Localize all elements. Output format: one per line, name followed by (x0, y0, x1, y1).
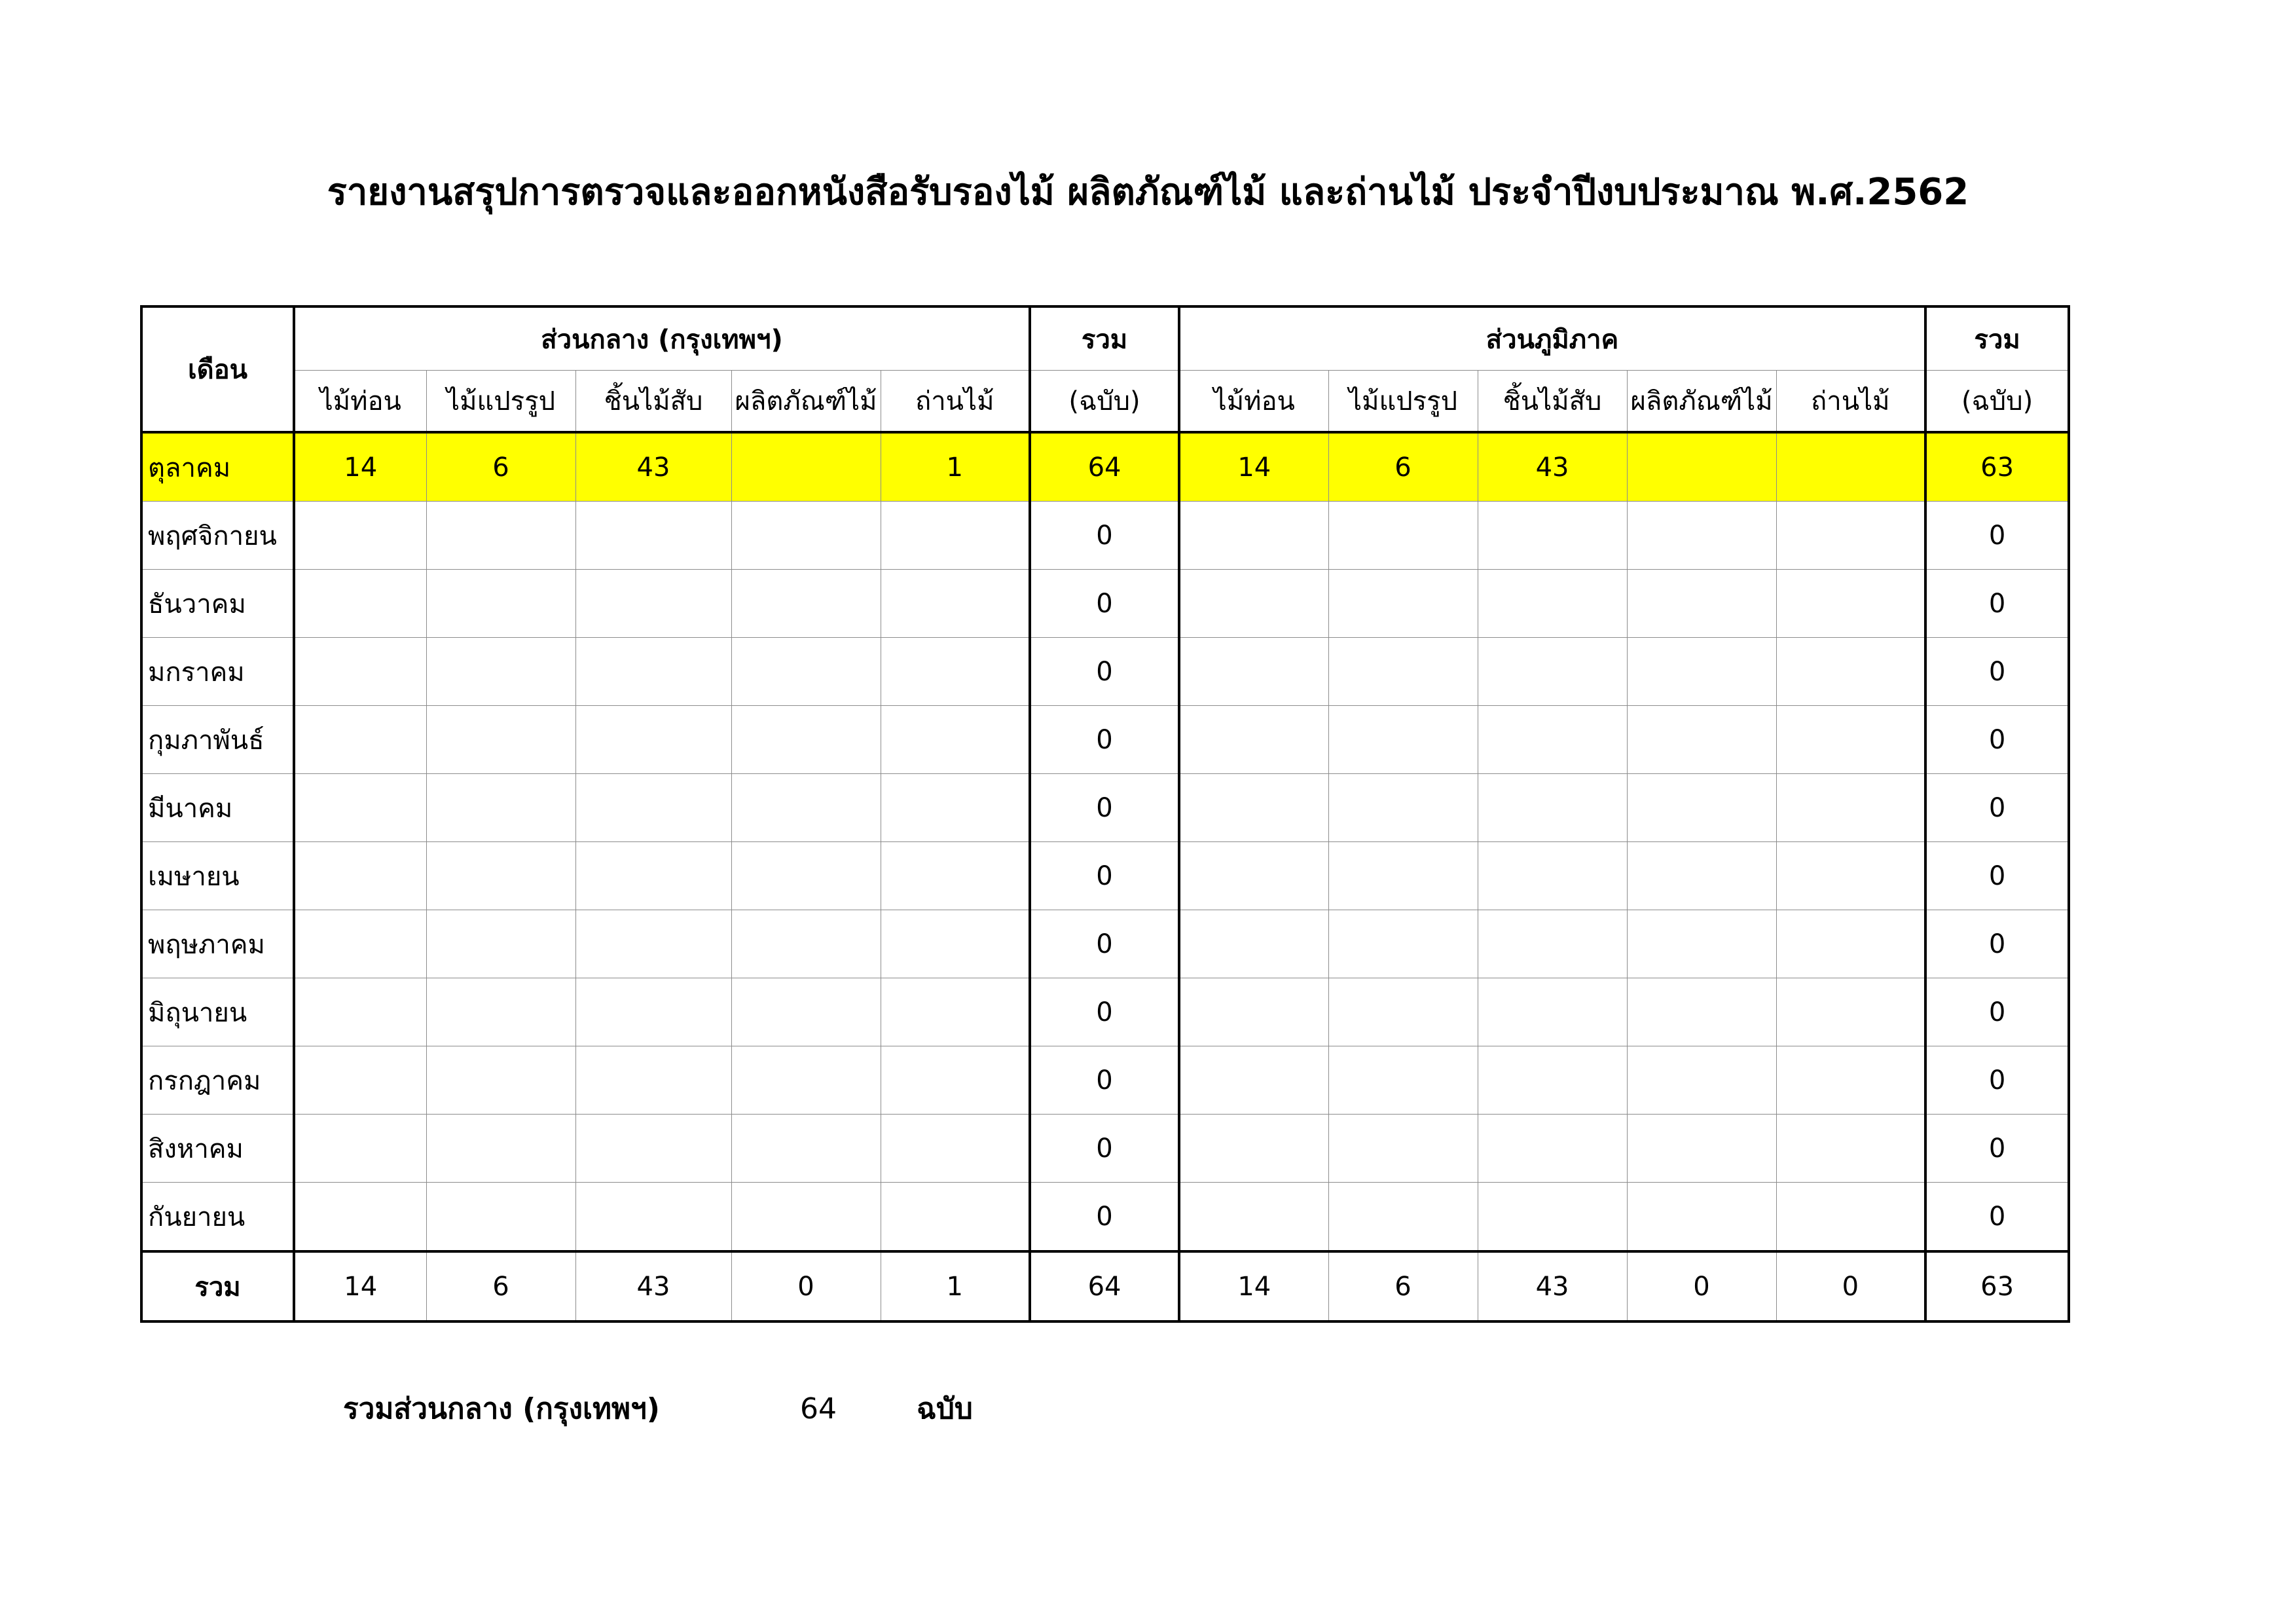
central-value-cell (881, 502, 1030, 570)
table-row (141, 432, 2069, 502)
regional-value-cell (1179, 1046, 1328, 1115)
central-value-cell (426, 502, 575, 570)
central-value-cell (294, 1115, 426, 1183)
central-value-cell (881, 1183, 1030, 1252)
central-value-cell: 1 (881, 432, 1030, 502)
report-title: รายงานสรุปการตรวจและออกหนังสือรับรองไม้ ผลิตภัณฑ์ไม้ และถ่านไม้ ประจำปีงบประมาณ พ.ศ.2562 (327, 171, 1969, 213)
regional-total-cell: 63 (1925, 1251, 2069, 1321)
central-total-header: รวม (1030, 306, 1179, 371)
central-total-cell: 0 (1030, 1183, 1179, 1252)
central-header: ส่วนกลาง (กรุงเทพฯ) (294, 306, 1030, 371)
regional-value-cell (1478, 706, 1627, 774)
central-total-cell: 0 (1030, 1046, 1179, 1115)
table-row (141, 910, 2069, 978)
regional-value-cell (1478, 1115, 1627, 1183)
total-row (141, 1251, 2069, 1321)
regional-value-cell: 43 (1478, 1251, 1627, 1321)
regional-value-cell: 14 (1179, 1251, 1328, 1321)
central-value-cell (575, 774, 731, 842)
regional-value-cell (1478, 1183, 1627, 1252)
central-value-cell (731, 638, 881, 706)
regional-total-cell: 0 (1925, 842, 2069, 910)
regional-total-cell: 0 (1925, 1046, 2069, 1115)
regional-value-cell (1627, 978, 1776, 1046)
table-row (141, 774, 2069, 842)
month-cell: กุมภาพันธ์ (141, 706, 294, 774)
regional-value-cell (1328, 706, 1478, 774)
central-value-cell (575, 638, 731, 706)
regional-value-cell (1478, 638, 1627, 706)
month-cell: เมษายน (141, 842, 294, 910)
regional-value-cell (1627, 1183, 1776, 1252)
central-col-chips: ชิ้นไม้สับ (575, 371, 731, 433)
regional-value-cell (1478, 842, 1627, 910)
regional-value-cell (1478, 978, 1627, 1046)
central-total-cell: 0 (1030, 910, 1179, 978)
central-value-cell (575, 1183, 731, 1252)
regional-value-cell (1627, 502, 1776, 570)
central-value-cell (426, 978, 575, 1046)
central-total-cell: 0 (1030, 570, 1179, 638)
regional-value-cell (1478, 502, 1627, 570)
central-value-cell (575, 1115, 731, 1183)
regional-value-cell (1328, 910, 1478, 978)
central-col-logs: ไม้ท่อน (294, 371, 426, 433)
central-total-cell: 0 (1030, 502, 1179, 570)
month-header: เดือน (141, 306, 294, 432)
month-cell: พฤษภาคม (141, 910, 294, 978)
regional-value-cell (1328, 774, 1478, 842)
central-value-cell (575, 842, 731, 910)
regional-value-cell (1776, 706, 1925, 774)
central-value-cell (294, 1183, 426, 1252)
central-value-cell: 43 (575, 1251, 731, 1321)
central-value-cell (881, 910, 1030, 978)
central-value-cell (294, 502, 426, 570)
regional-value-cell (1179, 706, 1328, 774)
regional-value-cell (1776, 570, 1925, 638)
regional-value-cell (1627, 706, 1776, 774)
central-value-cell (881, 638, 1030, 706)
central-value-cell (426, 706, 575, 774)
central-value-cell (731, 570, 881, 638)
central-value-cell (575, 570, 731, 638)
central-value-cell (294, 774, 426, 842)
central-total-cell: 0 (1030, 978, 1179, 1046)
regional-col-charcoal: ถ่านไม้ (1776, 371, 1925, 433)
regional-value-cell (1776, 978, 1925, 1046)
regional-value-cell (1776, 502, 1925, 570)
regional-col-lumber: ไม้แปรรูป (1328, 371, 1478, 433)
central-total-cell: 0 (1030, 842, 1179, 910)
regional-value-cell (1179, 978, 1328, 1046)
regional-value-cell (1478, 774, 1627, 842)
central-value-cell (426, 570, 575, 638)
regional-value-cell (1179, 842, 1328, 910)
central-value-cell (426, 774, 575, 842)
central-value-cell (731, 774, 881, 842)
table-row (141, 570, 2069, 638)
regional-col-chips: ชิ้นไม้สับ (1478, 371, 1627, 433)
regional-value-cell (1627, 1046, 1776, 1115)
regional-value-cell: 14 (1179, 432, 1328, 502)
central-value-cell (575, 502, 731, 570)
central-value-cell (294, 910, 426, 978)
central-value-cell: 6 (426, 1251, 575, 1321)
regional-total-cell: 0 (1925, 1183, 2069, 1252)
regional-value-cell (1179, 910, 1328, 978)
central-value-cell (575, 1046, 731, 1115)
regional-col-products: ผลิตภัณฑ์ไม้ (1627, 371, 1776, 433)
summary-unit: ฉบับ (917, 1392, 973, 1426)
regional-total-cell: 0 (1925, 910, 2069, 978)
regional-value-cell: 6 (1328, 432, 1478, 502)
regional-value-cell (1627, 774, 1776, 842)
central-value-cell (881, 1115, 1030, 1183)
central-value-cell (731, 978, 881, 1046)
regional-value-cell: 43 (1478, 432, 1627, 502)
regional-total-cell: 0 (1925, 570, 2069, 638)
regional-total-cell: 0 (1925, 1115, 2069, 1183)
regional-value-cell (1776, 1183, 1925, 1252)
central-value-cell (575, 706, 731, 774)
central-value-cell (731, 432, 881, 502)
central-value-cell: 0 (731, 1251, 881, 1321)
central-value-cell (731, 910, 881, 978)
central-value-cell (731, 1115, 881, 1183)
central-value-cell (731, 706, 881, 774)
regional-value-cell (1179, 1115, 1328, 1183)
summary-label: รวมส่วนกลาง (กรุงเทพฯ) (343, 1392, 660, 1426)
regional-col-logs: ไม้ท่อน (1179, 371, 1328, 433)
regional-value-cell (1627, 432, 1776, 502)
regional-value-cell (1776, 774, 1925, 842)
table-row (141, 978, 2069, 1046)
regional-value-cell (1179, 1183, 1328, 1252)
regional-value-cell (1478, 570, 1627, 638)
regional-header: ส่วนภูมิภาค (1179, 306, 1925, 371)
central-value-cell (426, 1115, 575, 1183)
central-value-cell (881, 774, 1030, 842)
regional-value-cell (1776, 638, 1925, 706)
central-total-cell: 0 (1030, 638, 1179, 706)
table-body (141, 432, 2069, 1321)
table-row (141, 1115, 2069, 1183)
regional-total-cell: 63 (1925, 432, 2069, 502)
central-value-cell (426, 638, 575, 706)
regional-value-cell (1776, 1046, 1925, 1115)
central-total-cell: 0 (1030, 774, 1179, 842)
central-total-cell: 0 (1030, 1115, 1179, 1183)
regional-total-subheader: (ฉบับ) (1925, 371, 2069, 433)
regional-value-cell (1328, 502, 1478, 570)
month-cell: สิงหาคม (141, 1115, 294, 1183)
central-value-cell (881, 1046, 1030, 1115)
central-total-cell: 0 (1030, 706, 1179, 774)
central-total-subheader: (ฉบับ) (1030, 371, 1179, 433)
central-total-cell: 64 (1030, 1251, 1179, 1321)
central-value-cell (426, 842, 575, 910)
central-value-cell (575, 910, 731, 978)
central-value-cell (294, 570, 426, 638)
table-row (141, 842, 2069, 910)
regional-value-cell (1776, 1115, 1925, 1183)
regional-value-cell (1328, 638, 1478, 706)
central-value-cell (294, 638, 426, 706)
regional-total-cell: 0 (1925, 638, 2069, 706)
central-value-cell (294, 978, 426, 1046)
central-value-cell (294, 842, 426, 910)
central-value-cell (731, 1046, 881, 1115)
report-table (140, 305, 2070, 1323)
regional-value-cell (1179, 502, 1328, 570)
central-value-cell (426, 910, 575, 978)
central-value-cell: 43 (575, 432, 731, 502)
month-cell: ธันวาคม (141, 570, 294, 638)
central-value-cell (731, 1183, 881, 1252)
regional-value-cell (1776, 432, 1925, 502)
regional-value-cell (1179, 638, 1328, 706)
month-cell: มีนาคม (141, 774, 294, 842)
central-value-cell (731, 842, 881, 910)
regional-value-cell (1179, 774, 1328, 842)
regional-value-cell (1328, 1046, 1478, 1115)
central-value-cell (881, 978, 1030, 1046)
central-value-cell (881, 570, 1030, 638)
central-col-products: ผลิตภัณฑ์ไม้ (731, 371, 881, 433)
table-row (141, 1183, 2069, 1252)
central-value-cell (294, 1046, 426, 1115)
central-col-lumber: ไม้แปรรูป (426, 371, 575, 433)
regional-value-cell (1179, 570, 1328, 638)
month-cell: พฤศจิกายน (141, 502, 294, 570)
central-value-cell (575, 978, 731, 1046)
regional-value-cell (1328, 1183, 1478, 1252)
central-value-cell: 14 (294, 1251, 426, 1321)
table-row (141, 706, 2069, 774)
table-row (141, 1046, 2069, 1115)
central-value-cell (881, 706, 1030, 774)
month-cell: กันยายน (141, 1183, 294, 1252)
regional-value-cell (1328, 842, 1478, 910)
regional-total-header: รวม (1925, 306, 2069, 371)
regional-value-cell (1627, 638, 1776, 706)
regional-value-cell (1627, 570, 1776, 638)
regional-value-cell (1478, 910, 1627, 978)
regional-total-cell: 0 (1925, 774, 2069, 842)
regional-value-cell (1478, 1046, 1627, 1115)
month-cell: มิถุนายน (141, 978, 294, 1046)
regional-value-cell (1328, 1115, 1478, 1183)
central-value-cell (426, 1183, 575, 1252)
summary-value: 64 (800, 1392, 837, 1426)
regional-value-cell (1776, 910, 1925, 978)
month-cell: กรกฎาคม (141, 1046, 294, 1115)
table-row (141, 502, 2069, 570)
central-total-cell: 64 (1030, 432, 1179, 502)
central-value-cell (294, 706, 426, 774)
regional-value-cell (1328, 978, 1478, 1046)
regional-value-cell (1627, 910, 1776, 978)
central-col-charcoal: ถ่านไม้ (881, 371, 1030, 433)
regional-value-cell (1776, 842, 1925, 910)
month-cell: ตุลาคม (141, 432, 294, 502)
regional-value-cell: 0 (1776, 1251, 1925, 1321)
central-value-cell: 6 (426, 432, 575, 502)
central-value-cell (731, 502, 881, 570)
regional-value-cell (1328, 570, 1478, 638)
central-value-cell (881, 842, 1030, 910)
regional-value-cell: 0 (1627, 1251, 1776, 1321)
regional-value-cell: 6 (1328, 1251, 1478, 1321)
month-cell: มกราคม (141, 638, 294, 706)
table-row (141, 638, 2069, 706)
total-label: รวม (141, 1251, 294, 1321)
central-value-cell: 1 (881, 1251, 1030, 1321)
central-value-cell: 14 (294, 432, 426, 502)
regional-total-cell: 0 (1925, 706, 2069, 774)
regional-value-cell (1627, 842, 1776, 910)
regional-value-cell (1627, 1115, 1776, 1183)
regional-total-cell: 0 (1925, 502, 2069, 570)
central-value-cell (426, 1046, 575, 1115)
regional-total-cell: 0 (1925, 978, 2069, 1046)
